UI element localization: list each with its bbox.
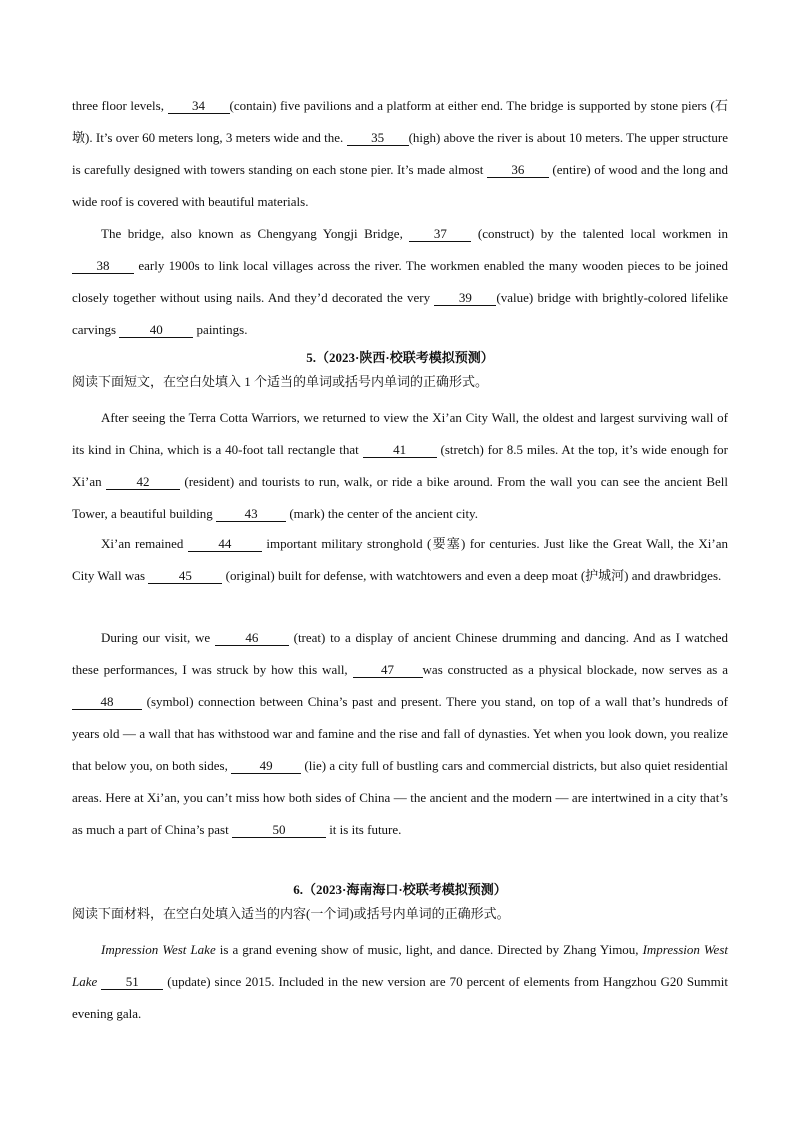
blank-41[interactable]: 41 bbox=[363, 442, 437, 458]
section5-instruction: 阅读下面短文，在空白处填入 1 个适当的单词或括号内单词的正确形式。 bbox=[72, 374, 489, 389]
blank-37[interactable]: 37 bbox=[409, 226, 471, 242]
blank-46[interactable]: 46 bbox=[215, 630, 289, 646]
show-title: Impression West Lake bbox=[72, 942, 729, 989]
blank-42[interactable]: 42 bbox=[106, 474, 180, 490]
blank-43[interactable]: 43 bbox=[216, 506, 286, 522]
blank-40[interactable]: 40 bbox=[119, 322, 193, 338]
section5-paragraph-2: Xi’an remained 44 important military stronghold (要塞) for centuries. Just like the Great Wall, the Xi’an City Wall was 45 (original) built for defense, with watchtowers and even a deep moat (护城河) and drawbridges. bbox=[72, 536, 728, 583]
blank-39[interactable]: 39 bbox=[434, 290, 496, 306]
section5-heading: 5.（2023·陕西·校联考模拟预测） bbox=[306, 350, 494, 365]
section4-paragraph-2: The bridge, also known as Chengyang Yongji Bridge, 37 (construct) by the talented local workmen in38 early 1900s to link local villages across the river. The workmen enabled the many wooden pieces to be joined closely together without using nails. And they’d decorated the very 39 (value) bridge with brightly-colored lifelike carvings 40 paintings. bbox=[72, 226, 728, 337]
section5-paragraph-3: During our visit, we 46 (treat) to a display of ancient Chinese drumming and dancing. And as I watched these performances, I was struck by how this wall, 47 was constructed as a physical blockade, now serves as a 48 (symbol) connection between China’s past and present. There you stand, on top of a wall that’s hundreds of years old — a wall that has withstood war and famine and the rise and fall of dynasties. Yet when you look down, you realize that below you, on both sides, 49 (lie) a city full of bustling cars and commercial districts, but also quiet residential areas. Here at Xi’an, you can’t miss how both sides of China — the ancient and the modern — are intertwined in a city that’s as much a part of China’s past 50 it is its future. bbox=[72, 630, 729, 837]
section6-heading: 6.（2023·海南海口·校联考模拟预测） bbox=[293, 882, 507, 897]
section5-paragraph-1: After seeing the Terra Cotta Warriors, we returned to view the Xi’an City Wall, the oldest and largest surviving wall of its kind in China, which is a 40-foot tall rectangle that 41 (stretch) for 8.5 miles. At the top, it’s wide enough for Xi’an 42 (resident) and tourists to run, walk, or ride a bike around. From the wall you can see the ancient Bell Tower, a beautiful building 43 (mark) the center of the ancient city. bbox=[72, 410, 728, 521]
blank-35[interactable]: 35 bbox=[347, 130, 409, 146]
blank-48[interactable]: 48 bbox=[72, 694, 142, 710]
blank-38[interactable]: 38 bbox=[72, 258, 134, 274]
section4-paragraph-1: three floor levels, 34 (contain) five pavilions and a platform at either end. The bridge is supported by stone piers (石墩). It’s over 60 meters long, 3 meters wide and the. 35 (high) above the river is about 10 meters. The upper structure is carefully designed with towers standing on each stone pier. It’s made almost 36 (entire) of wood and the long and wide roof is covered with beautiful materials. bbox=[72, 98, 728, 209]
blank-51[interactable]: 51 bbox=[101, 974, 163, 990]
blank-36[interactable]: 36 bbox=[487, 162, 549, 178]
blank-49[interactable]: 49 bbox=[231, 758, 301, 774]
section6-paragraph-1: Impression West Lake is a grand evening show of music, light, and dance. Directed by Zhang Yimou, Impression West Lake 51 (update) since 2015. Included in the new version are 70 percent of elements from Hangzhou G20 Summit evening gala. bbox=[72, 942, 729, 1021]
blank-34[interactable]: 34 bbox=[168, 98, 230, 114]
blank-50[interactable]: 50 bbox=[232, 822, 326, 838]
section6-instruction: 阅读下面材料，在空白处填入适当的内容(一个词)或括号内单词的正确形式。 bbox=[72, 906, 510, 921]
show-title: Impression West Lake bbox=[101, 942, 216, 957]
blank-47[interactable]: 47 bbox=[353, 662, 423, 678]
blank-44[interactable]: 44 bbox=[188, 536, 262, 552]
blank-45[interactable]: 45 bbox=[148, 568, 222, 584]
